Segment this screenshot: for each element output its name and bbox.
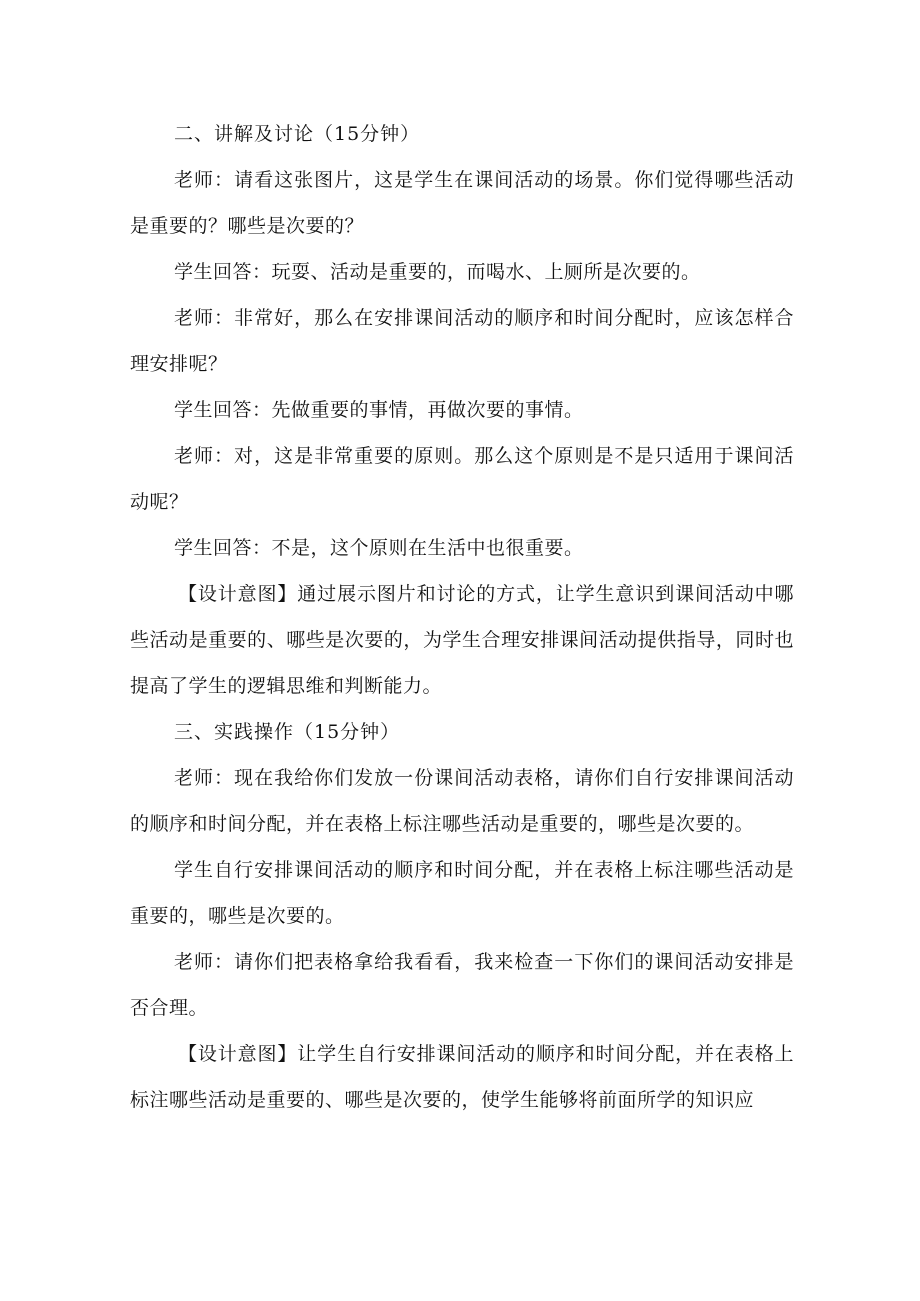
dialogue-paragraph: 老师：非常好，那么在安排课间活动的顺序和时间分配时，应该怎样合理安排呢？ (130, 307, 794, 375)
design-intent-paragraph: 【设计意图】通过展示图片和讨论的方式，让学生意识到课间活动中哪些活动是重要的、哪些是次要的，为学生合理安排课间活动提供指导，同时也提高了学生的逻辑思维和判断能力。 (130, 583, 794, 697)
dialogue-paragraph: 老师：请看这张图片，这是学生在课间活动的场景。你们觉得哪些活动是重要的？哪些是次要的？ (130, 169, 794, 237)
dialogue-paragraph: 老师：对，这是非常重要的原则。那么这个原则是不是只适用于课间活动呢？ (130, 445, 794, 513)
body-paragraph: 学生自行安排课间活动的顺序和时间分配，并在表格上标注哪些活动是重要的，哪些是次要的。 (130, 859, 794, 927)
dialogue-paragraph: 学生回答：先做重要的事情，再做次要的事情。 (174, 399, 584, 421)
document-body (130, 111, 794, 1123)
dialogue-paragraph: 老师：现在我给你们发放一份课间活动表格，请你们自行安排课间活动的顺序和时间分配，并在表格上标注哪些活动是重要的，哪些是次要的。 (130, 767, 794, 835)
section-heading-discussion: 二、讲解及讨论（15分钟） (174, 123, 421, 145)
dialogue-paragraph: 学生回答：不是，这个原则在生活中也很重要。 (174, 537, 584, 559)
design-intent-paragraph: 【设计意图】让学生自行安排课间活动的顺序和时间分配，并在表格上标注哪些活动是重要的、哪些是次要的，使学生能够将前面所学的知识应 (130, 1043, 794, 1111)
section-heading-practice: 三、实践操作（15分钟） (174, 721, 401, 743)
dialogue-paragraph: 老师：请你们把表格拿给我看看，我来检查一下你们的课间活动安排是否合理。 (130, 951, 794, 1019)
dialogue-paragraph: 学生回答：玩耍、活动是重要的，而喝水、上厕所是次要的。 (174, 261, 701, 283)
